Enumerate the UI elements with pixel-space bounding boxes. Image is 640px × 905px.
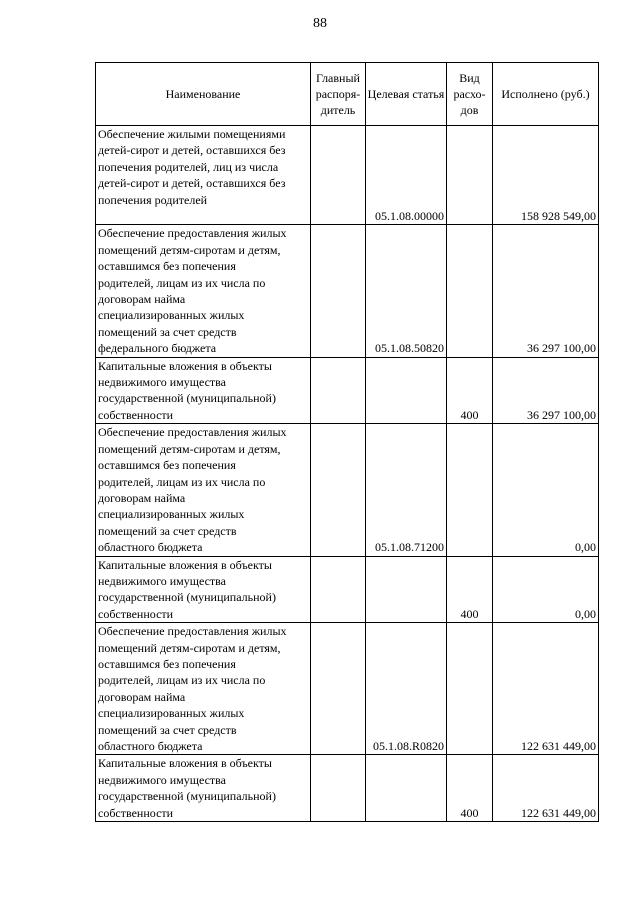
row-name-line: Обеспечение предоставления жилых <box>98 425 287 440</box>
row-name-line: государственной (муниципальной) <box>98 391 276 406</box>
row-name-line: помещений за счет средств <box>98 523 237 538</box>
row-name-line: родителей, лицам из их числа по <box>98 474 266 489</box>
row-executed-amount-cell: 0,00 <box>493 424 599 556</box>
row-name-cell <box>96 424 311 556</box>
row-name-line: собственности <box>98 805 174 820</box>
row-executed-amount-cell: 158 928 549,00 <box>493 126 599 225</box>
row-main-manager-cell <box>311 424 366 556</box>
header-target-article: Целевая статья <box>366 63 447 126</box>
row-name-line: Капитальные вложения в объекты <box>98 756 272 771</box>
row-executed-amount-cell: 122 631 449,00 <box>493 755 599 822</box>
row-name-cell <box>96 357 311 424</box>
row-main-manager-cell <box>311 357 366 424</box>
row-expense-type-cell <box>447 424 493 556</box>
row-name-line: договорам найма <box>98 490 186 505</box>
row-name-line: недвижимого имущества <box>98 573 226 588</box>
row-name-line: недвижимого имущества <box>98 772 226 787</box>
table-row <box>96 225 599 357</box>
row-name-line: попечения родителей, лиц из числа <box>98 159 279 174</box>
row-name-line: родителей, лицам из их числа по <box>98 275 266 290</box>
row-main-manager-cell <box>311 755 366 822</box>
row-name-line: Обеспечение жилыми помещениями <box>98 127 286 141</box>
row-name-line: Капитальные вложения в объекты <box>98 557 272 572</box>
header-main-manager: Главный распоря-дитель <box>311 63 366 126</box>
row-name-line <box>98 208 308 224</box>
row-name-line: Обеспечение предоставления жилых <box>98 226 287 241</box>
header-executed: Исполнено (руб.) <box>493 63 599 126</box>
row-expense-type-cell: 400 <box>447 357 493 424</box>
row-main-manager-cell <box>311 225 366 357</box>
row-target-article-cell: 05.1.08.00000 <box>366 126 447 225</box>
row-name-line: Капитальные вложения в объекты <box>98 358 272 373</box>
row-target-article-cell: 05.1.08.50820 <box>366 225 447 357</box>
table-row <box>96 755 599 822</box>
row-main-manager-cell <box>311 623 366 755</box>
row-executed-amount-cell: 36 297 100,00 <box>493 357 599 424</box>
row-name-line: собственности <box>98 606 174 621</box>
row-name-line: государственной (муниципальной) <box>98 590 276 605</box>
table-row <box>96 126 599 225</box>
row-name-cell <box>96 556 311 623</box>
table-row <box>96 623 599 755</box>
row-main-manager-cell <box>311 126 366 225</box>
expenditure-table <box>95 62 599 822</box>
row-executed-amount-cell: 36 297 100,00 <box>493 225 599 357</box>
row-name-line: помещений детям-сиротам и детям, <box>98 242 281 257</box>
row-name-line: специализированных жилых <box>98 706 245 721</box>
table-row <box>96 357 599 424</box>
table-row <box>96 556 599 623</box>
row-target-article-cell: 05.1.08.R0820 <box>366 623 447 755</box>
row-executed-amount-cell: 0,00 <box>493 556 599 623</box>
row-target-article-cell <box>366 755 447 822</box>
row-name-line: недвижимого имущества <box>98 375 226 390</box>
row-name-cell <box>96 126 311 225</box>
row-name-line: договорам найма <box>98 689 186 704</box>
table-body <box>96 126 599 822</box>
row-name-line: детей-сирот и детей, оставшихся без <box>98 176 286 191</box>
row-name-line: собственности <box>98 407 174 422</box>
row-name-line: федерального бюджета <box>98 341 217 356</box>
row-name-line: специализированных жилых <box>98 507 245 522</box>
row-name-line: государственной (муниципальной) <box>98 789 276 804</box>
row-name-cell <box>96 755 311 822</box>
row-target-article-cell: 05.1.08.71200 <box>366 424 447 556</box>
table-row <box>96 424 599 556</box>
header-expense-type: Вид расхо-дов <box>447 63 493 126</box>
row-name-line: специализированных жилых <box>98 308 245 323</box>
row-name-line: попечения родителей <box>98 192 208 207</box>
row-name-cell <box>96 623 311 755</box>
row-name-line: оставшимся без попечения <box>98 458 236 473</box>
row-expense-type-cell <box>447 126 493 225</box>
row-name-line: помещений за счет средств <box>98 722 237 737</box>
row-name-line: оставшимся без попечения <box>98 656 236 671</box>
row-name-line: помещений за счет средств <box>98 324 237 339</box>
page-number: 88 <box>313 16 327 31</box>
row-name-line: оставшимся без попечения <box>98 259 236 274</box>
row-expense-type-cell: 400 <box>447 556 493 623</box>
row-expense-type-cell <box>447 623 493 755</box>
header-name: Наименование <box>96 63 311 126</box>
row-name-line: помещений детям-сиротам и детям, <box>98 441 281 456</box>
row-name-cell <box>96 225 311 357</box>
row-name-line: областного бюджета <box>98 540 203 555</box>
row-name-line: договорам найма <box>98 292 186 307</box>
row-main-manager-cell <box>311 556 366 623</box>
row-name-line: родителей, лицам из их числа по <box>98 673 266 688</box>
row-expense-type-cell <box>447 225 493 357</box>
row-name-line: помещений детям-сиротам и детям, <box>98 640 281 655</box>
row-expense-type-cell: 400 <box>447 755 493 822</box>
table-header-row <box>96 63 599 126</box>
row-name-line: Обеспечение предоставления жилых <box>98 624 287 639</box>
row-target-article-cell <box>366 357 447 424</box>
row-name-line: детей-сирот и детей, оставшихся без <box>98 143 286 158</box>
row-name-line: областного бюджета <box>98 739 203 754</box>
row-target-article-cell <box>366 556 447 623</box>
row-executed-amount-cell: 122 631 449,00 <box>493 623 599 755</box>
